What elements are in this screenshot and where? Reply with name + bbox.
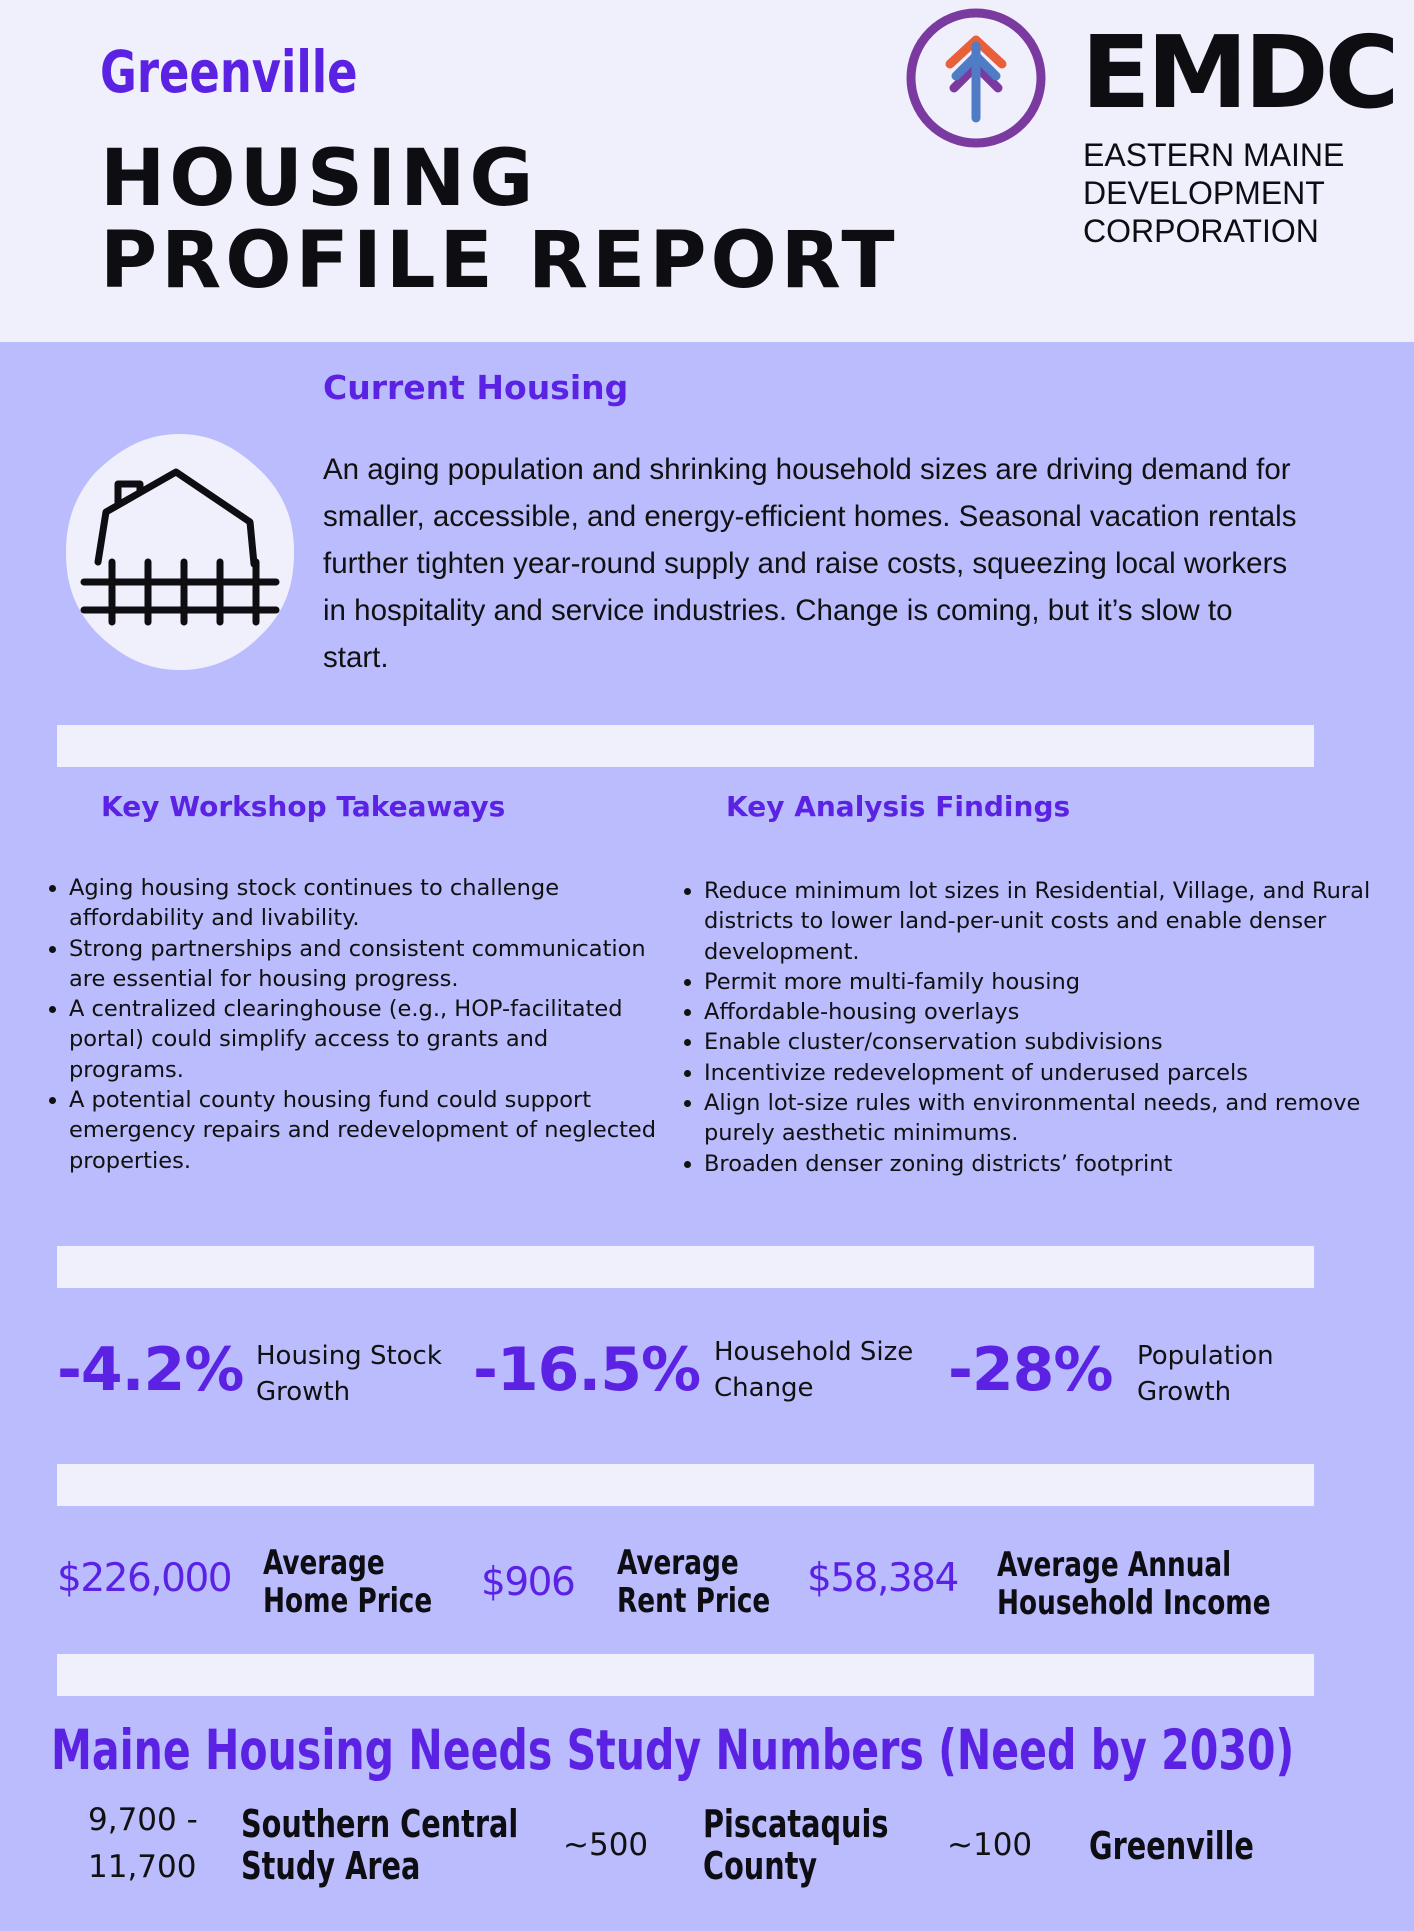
list-item: • Permit more multi-family housing [704, 967, 1384, 997]
household-income-label [997, 1546, 1271, 1622]
need-label-line2: County [703, 1844, 818, 1888]
stat-label-line2: Growth [1137, 1377, 1232, 1407]
need-label-line1: Southern Central [241, 1802, 519, 1846]
list-item: • Align lot-size rules with environmental needs, and remove purely aesthetic minimums. [704, 1088, 1384, 1149]
need-greenville-label: Greenville [1089, 1824, 1254, 1868]
list-item: • Affordable-housing overlays [704, 997, 1384, 1027]
need-piscataquis-label [703, 1803, 888, 1887]
report-title [100, 134, 899, 306]
need-label-line2: Study Area [241, 1844, 421, 1888]
report-title-line2: PROFILE REPORT [100, 216, 899, 306]
need-southern-central-label [241, 1803, 518, 1887]
logo-subtitle [1083, 136, 1344, 250]
list-item: • A centralized clearinghouse (e.g., HOP-facilitated portal) could simplify access to grants and programs. [69, 994, 669, 1085]
money-label-line2: Household Income [997, 1583, 1271, 1623]
current-housing-heading: Current Housing [323, 368, 629, 407]
current-housing-body: An aging population and shrinking household sizes are driving demand for smaller, accessible, and energy-efficient homes. Seasonal vacation rentals further tighten year-round supply and raise costs, squeezing local workers in hospitality and service industries. Change is coming, but it’s slow to start. [323, 453, 1297, 674]
report-title-line1: HOUSING [100, 134, 538, 224]
logo-subtitle-line3: CORPORATION [1083, 213, 1319, 249]
workshop-heading: Key Workshop Takeaways [101, 790, 506, 823]
money-label-line1: Average [617, 1543, 739, 1583]
household-income-value: $58,384 [807, 1556, 958, 1601]
list-item: • Enable cluster/conservation subdivisions [704, 1027, 1384, 1057]
home-price-value: $226,000 [57, 1556, 232, 1601]
need-southern-central-value [88, 1797, 198, 1891]
logo-wordmark: EMDC [1081, 14, 1396, 131]
analysis-list [680, 876, 1384, 1179]
divider-band [57, 1464, 1314, 1506]
analysis-heading: Key Analysis Findings [726, 790, 1071, 823]
stat-label-line1: Population [1137, 1341, 1274, 1371]
stat-label-line1: Housing Stock [256, 1341, 442, 1371]
header [0, 0, 1414, 342]
list-item: • Incentivize redevelopment of underused parcels [704, 1058, 1384, 1088]
need-value-line2: 11,700 [88, 1849, 197, 1885]
stat-household-size-label [714, 1334, 913, 1406]
stat-household-size-value: -16.5% [473, 1335, 701, 1405]
stat-population-value: -28% [948, 1335, 1113, 1405]
stat-housing-stock-label [256, 1338, 442, 1410]
divider-band [57, 1654, 1314, 1696]
rent-price-label [617, 1544, 770, 1620]
need-greenville-value: ~100 [947, 1827, 1033, 1863]
stat-population-label [1137, 1338, 1274, 1410]
need-value-line1: 9,700 - [88, 1802, 198, 1838]
workshop-list [45, 873, 669, 1176]
list-item: • Broaden denser zoning districts’ footprint [704, 1149, 1384, 1179]
logo-subtitle-line1: EASTERN MAINE [1083, 137, 1345, 173]
stat-label-line2: Growth [256, 1377, 351, 1407]
divider-band [57, 725, 1314, 767]
house-fence-icon [64, 430, 296, 674]
money-label-line1: Average [263, 1543, 385, 1583]
list-item: • Reduce minimum lot sizes in Residential, Village, and Rural districts to lower land-per-unit costs and enable denser development. [704, 876, 1384, 967]
stat-housing-stock-value: -4.2% [57, 1335, 244, 1405]
divider-band [57, 1246, 1314, 1288]
stat-label-line2: Change [714, 1373, 814, 1403]
stat-label-line1: Household Size [714, 1337, 914, 1367]
logo-subtitle-line2: DEVELOPMENT [1083, 175, 1325, 211]
money-label-line2: Home Price [263, 1581, 433, 1621]
need-label-line1: Piscataquis [703, 1802, 889, 1846]
home-price-label [263, 1544, 432, 1620]
list-item: • Strong partnerships and consistent communication are essential for housing progress. [69, 934, 669, 995]
town-name: Greenville [100, 38, 358, 106]
rent-price-value: $906 [481, 1560, 575, 1605]
list-item: • A potential county housing fund could support emergency repairs and redevelopment of neglected properties. [69, 1085, 669, 1176]
money-label-line1: Average Annual [997, 1545, 1232, 1585]
money-label-line2: Rent Price [617, 1581, 771, 1621]
needs-heading: Maine Housing Needs Study Numbers (Need by 2030) [51, 1718, 1295, 1782]
list-item: • Aging housing stock continues to challenge affordability and livability. [69, 873, 669, 934]
emdc-logo-icon [904, 6, 1048, 150]
need-piscataquis-value: ~500 [563, 1827, 649, 1863]
